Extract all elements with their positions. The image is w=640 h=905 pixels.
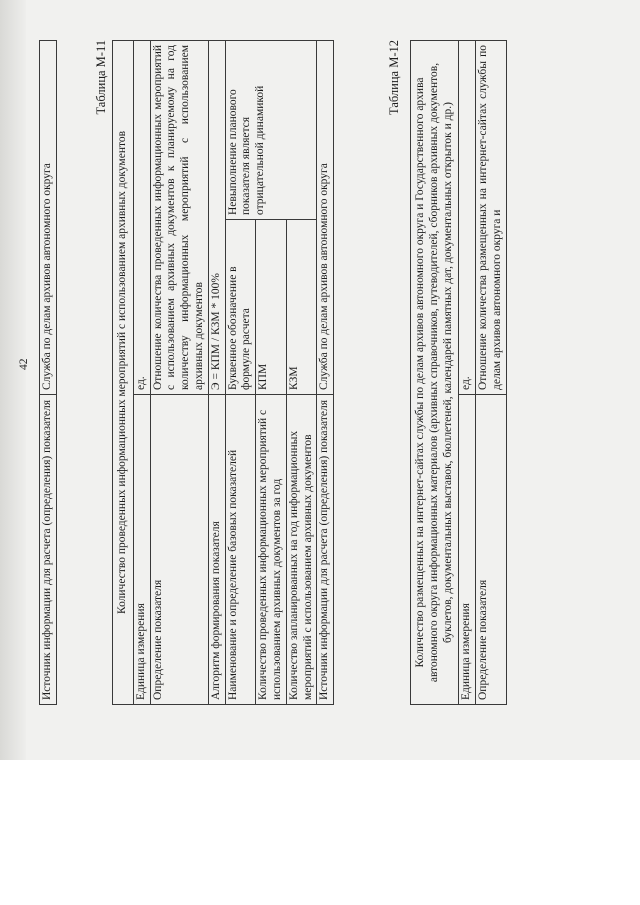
page-number: 42 xyxy=(18,358,30,370)
table-row xyxy=(150,41,208,705)
table-row xyxy=(459,41,476,705)
table-row xyxy=(133,41,150,705)
base-indicator-name: Количество запланированных на год информационных мероприятий с использованием архивных документов xyxy=(286,395,317,705)
algorithm-formula: Э = КПМ / КЗМ * 100% xyxy=(208,41,225,395)
table-row xyxy=(113,41,134,705)
table-m12-title: Количество размещенных на интернет-сайтах службы по делам архивов автономного округа и Государственного архива автономного округа информационных материалов (архивных справочников, путеводителей, сборников архивных документов, буклетов, документальных выставок, бюллетеней, календарей памятных дат, документальных открыток и др.) xyxy=(411,41,459,705)
source-label: Источник информации для расчета (определения) показателя xyxy=(40,395,57,705)
source-value: Служба по делам архивов автономного округа xyxy=(317,41,334,395)
unit-label: Единица измерения xyxy=(459,395,476,705)
table-row xyxy=(411,41,459,705)
table-row xyxy=(476,41,507,705)
table-row xyxy=(208,41,225,705)
unit-label: Единица измерения xyxy=(133,395,150,705)
table-m11 xyxy=(112,40,334,705)
table-row xyxy=(225,41,256,705)
document-sheet xyxy=(12,30,632,740)
table-row xyxy=(40,41,57,705)
base-indicator-letter: КЗМ xyxy=(286,220,317,395)
unit-value: ед. xyxy=(459,41,476,395)
letter-designation-header: Буквенное обозначение в формуле расчета xyxy=(225,220,256,395)
definition-label: Определение показателя xyxy=(150,395,208,705)
definition-value: Отношение количества проведенных информационных мероприятий с использованием архивных документов к планируемому на год количеству информационных мероприятий с использованием архивных документов xyxy=(150,41,208,395)
source-value: Служба по делам архивов автономного округа xyxy=(40,41,57,395)
previous-table-tail xyxy=(39,40,57,705)
table-m11-caption: Таблица М-11 xyxy=(94,40,108,115)
definition-label: Определение показателя xyxy=(476,395,507,705)
definition-value: Отношение количества размещенных на интернет-сайтах службы по делам архивов автономного округа и xyxy=(476,41,507,395)
base-indicator-letter: КПМ xyxy=(256,220,287,395)
algorithm-label: Алгоритм формирования показателя xyxy=(208,395,225,705)
table-m12-caption: Таблица М-12 xyxy=(387,40,401,115)
blank-page-area xyxy=(0,760,640,905)
unit-value: ед. xyxy=(133,41,150,395)
source-label: Источник информации для расчета (определения) показателя xyxy=(317,395,334,705)
base-indicator-name: Количество проведенных информационных мероприятий с использованием архивных документов за год xyxy=(256,395,287,705)
table-m11-title: Количество проведенных информационных мероприятий с использованием архивных документов xyxy=(113,41,134,705)
base-indicators-label: Наименование и определение базовых показателей xyxy=(225,395,256,705)
negative-dynamics-note: Невыполнение планового показателя является отрицательной динамикой xyxy=(225,41,317,220)
table-row xyxy=(317,41,334,705)
table-m12 xyxy=(410,40,507,705)
